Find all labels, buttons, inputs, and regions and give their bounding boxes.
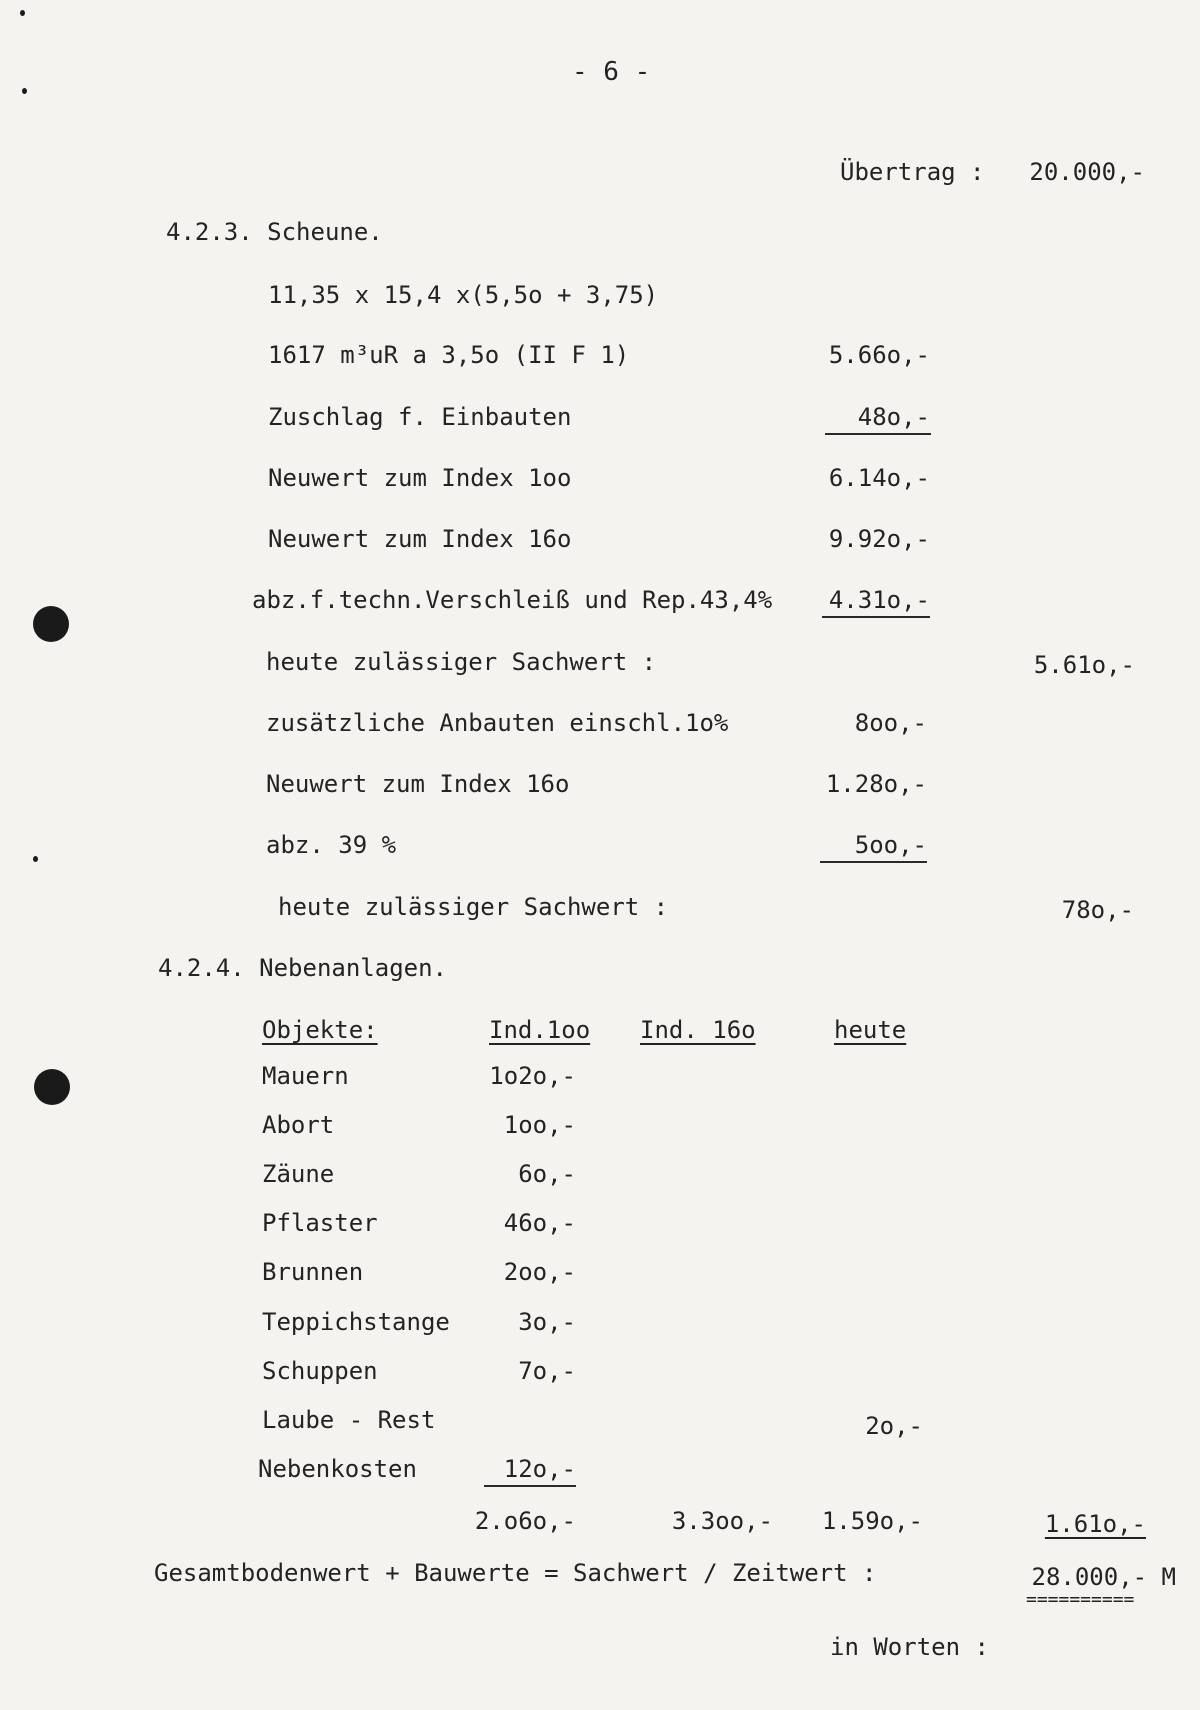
object-ind100: 3o,- (518, 1308, 576, 1336)
scheune-row-value: 1.28o,- (825, 770, 927, 798)
scheune-row-label: Zuschlag f. Einbauten (268, 403, 572, 431)
gesamt-label: Gesamtbodenwert + Bauwerte = Sachwert / Zeitwert : (154, 1559, 877, 1587)
object-name: Pflaster (262, 1209, 378, 1237)
scheune-dimensions: 11,35 x 15,4 x(5,5o + 3,75) (268, 281, 659, 309)
subtotal-rule (820, 861, 927, 863)
scheune-row-label: 1617 m³uR a 3,5o (II F 1) (268, 341, 630, 369)
subtotal-rule (825, 433, 931, 435)
sachwert-label: heute zulässiger Sachwert : (266, 648, 657, 676)
scheune-row-label: Neuwert zum Index 16o (268, 525, 572, 553)
scheune-row-label: zusätzliche Anbauten einschl.1o% (266, 709, 729, 737)
total-ind100: 2.o6o,- (474, 1507, 576, 1535)
page-number: - 6 - (572, 57, 651, 87)
column-header-ind160: Ind. 16o (640, 1016, 756, 1044)
scheune-heading: 4.2.3. Scheune. (166, 218, 383, 246)
speck (20, 10, 25, 16)
speck (33, 856, 38, 862)
subtotal-rule (822, 616, 930, 618)
scheune-row-value: 5.66o,- (828, 341, 930, 369)
uebertrag-label: Übertrag : (840, 158, 985, 186)
object-heute: 2o,- (865, 1412, 923, 1440)
object-ind100: 2oo,- (503, 1258, 576, 1286)
object-name: Abort (262, 1111, 335, 1139)
subtotal-rule (484, 1485, 576, 1487)
object-name: Laube - Rest (262, 1406, 436, 1434)
total-heute: 1.59o,- (821, 1507, 923, 1535)
object-ind100: 1o2o,- (489, 1062, 576, 1090)
object-name: Nebenkosten (258, 1455, 417, 1483)
double-underline: ========== (1026, 1589, 1135, 1610)
scheune-row-value: 48o,- (857, 403, 930, 431)
punch-hole-bottom (34, 1069, 70, 1105)
object-name: Teppichstange (262, 1308, 450, 1336)
scheune-row-label: Neuwert zum Index 1oo (268, 464, 572, 492)
scheune-row-value: 5oo,- (854, 831, 927, 859)
scheune-row-label: Neuwert zum Index 16o (266, 770, 570, 798)
object-ind100: 46o,- (503, 1209, 576, 1237)
punch-hole-top (33, 606, 69, 642)
column-header-objekte: Objekte: (262, 1016, 378, 1044)
sachwert-label: heute zulässiger Sachwert : (278, 893, 669, 921)
gesamt-value: 28.000,- M (1031, 1563, 1176, 1591)
object-ind100: 7o,- (518, 1357, 576, 1385)
object-name: Mauern (262, 1062, 349, 1090)
speck (22, 88, 27, 94)
sachwert-value: 5.61o,- (1033, 651, 1135, 679)
object-name: Zäune (262, 1160, 335, 1188)
object-name: Brunnen (262, 1258, 364, 1286)
total-ind160: 3.3oo,- (671, 1507, 773, 1535)
object-ind100: 1oo,- (503, 1111, 576, 1139)
scheune-row-value: 8oo,- (854, 709, 927, 737)
column-header-heute: heute (834, 1016, 907, 1044)
column-header-ind100: Ind.1oo (489, 1016, 591, 1044)
sachwert-value: 78o,- (1061, 896, 1134, 924)
total-result: 1.61o,- (1044, 1510, 1146, 1538)
object-ind100: 6o,- (518, 1160, 576, 1188)
scheune-row-value: 6.14o,- (828, 464, 930, 492)
scheune-row-value: 4.31o,- (828, 586, 930, 614)
in-worten-label: in Worten : (830, 1633, 989, 1661)
scheune-row-label: abz.f.techn.Verschleiß und Rep.43,4% (252, 586, 773, 614)
object-ind100: 12o,- (503, 1455, 576, 1483)
object-name: Schuppen (262, 1357, 378, 1385)
scheune-row-value: 9.92o,- (828, 525, 930, 553)
nebenanlagen-heading: 4.2.4. Nebenanlagen. (158, 954, 447, 982)
scheune-row-label: abz. 39 % (266, 831, 397, 859)
uebertrag-value: 20.000,- (1029, 158, 1145, 186)
